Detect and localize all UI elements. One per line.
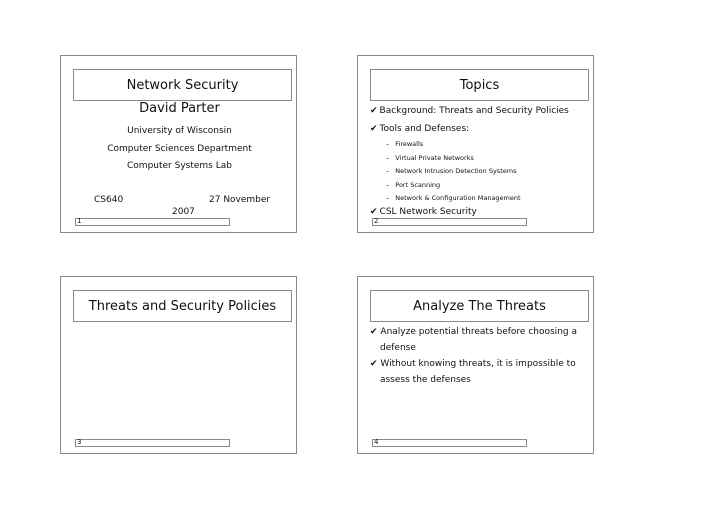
bullet-item bbox=[370, 324, 585, 356]
checkmark-icon: ✔ bbox=[370, 359, 378, 369]
slide-title bbox=[370, 69, 589, 101]
bullet-text: Analyze potential threats before choosing a defense bbox=[380, 327, 577, 353]
page-number-box bbox=[372, 218, 527, 226]
sub-item bbox=[386, 167, 516, 175]
checkmark-icon: ✔ bbox=[370, 106, 378, 116]
slide-title-text: Topics bbox=[459, 77, 500, 93]
dash-bullet: – bbox=[386, 167, 390, 175]
affiliation-line: University of Wisconsin bbox=[127, 126, 232, 136]
page-number: 4 bbox=[374, 438, 379, 446]
affiliation-line: Computer Sciences Department bbox=[107, 144, 252, 154]
date-year: 2007 bbox=[172, 207, 195, 217]
page-number: 3 bbox=[77, 438, 82, 446]
bullet-item bbox=[370, 121, 469, 137]
sub-item-text: Virtual Private Networks bbox=[395, 154, 474, 162]
slide-1 bbox=[60, 55, 297, 233]
slide-title-text: Threats and Security Policies bbox=[88, 298, 277, 314]
checkmark-icon: ✔ bbox=[370, 207, 378, 217]
sub-item bbox=[386, 181, 440, 189]
sub-item bbox=[386, 140, 423, 148]
dash-bullet: – bbox=[386, 181, 390, 189]
sub-item bbox=[386, 154, 474, 162]
checkmark-icon: ✔ bbox=[370, 327, 378, 337]
slide-title-text: Network Security bbox=[126, 77, 239, 93]
slide-title-text: Analyze The Threats bbox=[413, 298, 546, 314]
affiliation-line: Computer Systems Lab bbox=[127, 161, 232, 171]
course-code: CS640 bbox=[94, 195, 124, 205]
bullet-item bbox=[370, 356, 585, 388]
slide-4 bbox=[357, 276, 594, 454]
slide-title bbox=[370, 290, 589, 322]
slide-2 bbox=[357, 55, 594, 233]
dash-bullet: – bbox=[386, 194, 390, 202]
bullet-text: Without knowing threats, it is impossible to assess the defenses bbox=[380, 359, 576, 385]
page-number-box bbox=[372, 439, 527, 447]
checkmark-icon: ✔ bbox=[370, 124, 378, 134]
sub-item-text: Network Intrusion Detection Systems bbox=[395, 167, 517, 175]
bullet-text: CSL Network Security bbox=[379, 207, 477, 217]
page-number: 2 bbox=[374, 217, 379, 225]
bullet-text: Tools and Defenses: bbox=[379, 124, 470, 134]
sub-item bbox=[386, 194, 521, 202]
bullet-text: Background: Threats and Security Policies bbox=[379, 106, 569, 116]
page-number-box bbox=[75, 439, 230, 447]
page-number-box bbox=[75, 218, 230, 226]
sub-item-text: Network & Configuration Management bbox=[395, 194, 521, 202]
author-name: David Parter bbox=[139, 101, 220, 116]
slide-3 bbox=[60, 276, 297, 454]
sub-item-text: Port Scanning bbox=[395, 181, 441, 189]
date-day-month: 27 November bbox=[209, 195, 271, 205]
dash-bullet: – bbox=[386, 140, 390, 148]
sub-item-text: Firewalls bbox=[395, 140, 424, 148]
slide-title bbox=[73, 69, 292, 101]
bullet-item bbox=[370, 103, 569, 119]
dash-bullet: – bbox=[386, 154, 390, 162]
slide-title bbox=[73, 290, 292, 322]
page-number: 1 bbox=[77, 217, 82, 225]
